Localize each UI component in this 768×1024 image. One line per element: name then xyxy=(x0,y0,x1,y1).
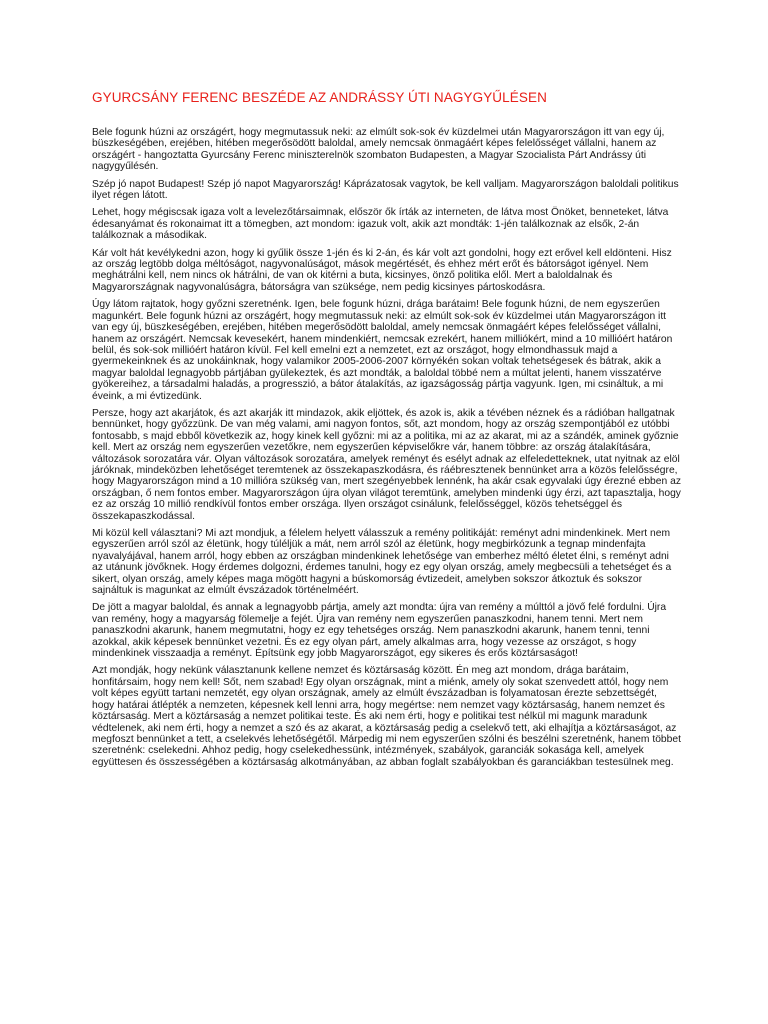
document-page xyxy=(92,90,682,774)
document-title: GYURCSÁNY FERENC BESZÉDE AZ ANDRÁSSY ÚTI NAGYGYŰLÉSEN xyxy=(92,90,547,105)
paragraph-4: Kár volt hát kevélykedni azon, hogy ki gyűlik össze 1-jén és ki 2-án, és kár volt azt gondolni, hogy ezt erővel kell eldönteni. Hisz az ország legtöbb dolga méltóságot, nagyvonalúságot, mások megértését, és ehhez mért erőt és bátorságot igényel. Nem meghátrálni kell, nem nincs ok hátrálni, de van ok kitérni a buta, kicsinyes, önző politika elől. Mert a baloldalnak és Magyarországnak nagyvonalúságra, bátorságra van szüksége, nem pedig kicsinyes pártoskodásra. xyxy=(92,247,672,293)
paragraph-5: Úgy látom rajtatok, hogy győzni szeretnénk. Igen, bele fogunk húzni, drága barátaim! Bele fogunk húzni, de nem egyszerűen magunkért. Bele fogunk húzni az országért, hogy megmutassuk neki: az elmúlt sok-sok év küzdelmei után Magyarországon itt van egy új, büszkeségében, erejében, hitében megerősödött baloldal, amely nemcsak önmagáért képes felelősséget vállalni, hanem az országért. Nemcsak kevesekért, hanem mindenkiért, nemcsak ezrekért, hanem milliókért, mind a 10 millióért határon belül, és sok-sok millióért határon kívül. Fel kell emelni ezt a nemzetet, ezt az országot, hogy elmondhassuk majd a gyermekeinknek és az unokáinknak, hogy valamikor 2005-2006-2007 környékén sokan voltak tehetségesek és bátrak, akik a magyar baloldal legnagyobb pártjában gyülekeztek, és azt mondták, a baloldal többé nem a múltat jelenti, hanem visszatérve gyökereihez, a társadalmi haladás, a progresszió, a bátor átalakítás, az igazságosság pártja vagyunk. Igen, mi csináltuk, a mi éveink, a mi évtizedünk. xyxy=(92,299,673,402)
paragraph-2: Szép jó napot Budapest! Szép jó napot Magyarország! Káprázatosak vagytok, be kell valljam. Magyarországon baloldali politikus ilyet régen látott. xyxy=(92,178,679,202)
paragraph-8: De jött a magyar baloldal, és annak a legnagyobb pártja, amely azt mondta: újra van remény a múlttól a jövő felé fordulni. Újra van remény, hogy a magyarság fölemelje a fejét. Újra van remény nem egyszerűen panaszkodni, hanem tenni. Mert nem panaszkodni akarunk, hanem megmutatni, hogy ez egy tehetséges ország. Nem panaszkodni akarunk, hanem tenni, tenni azokkal, akik képesek bennünket vezetni. És ez egy olyan párt, amely alkalmas arra, hogy vezesse az országot, s hogy mindenkinek visszaadja a reményt. Építsünk egy jobb Magyarországot, egy sikeres és erős köztársaságot! xyxy=(92,602,667,660)
paragraph-7: Mi közül kell választani? Mi azt mondjuk, a félelem helyett válasszuk a remény politikáját: reményt adni mindenkinek. Mert nem egyszerűen arról szól az életünk, hogy túléljük a mát, nem arról szól az életünk, hogy megbirkózunk a tegnap mindenfajta nyavalyájával, hanem arról, hogy ebben az országban mindenkinek lehetősége van emberhez méltó életet élni, s reményt adni az utánunk jövőknek. Hogy érdemes dolgozni, érdemes tanulni, hogy ez egy olyan ország, amely megbecsüli a tehetséget és a sikert, olyan ország, amely képes maga mögött hagyni a búskomorság évtizedeit, amelyben sokszor átkoztuk és sokszor sajnáltuk is magunkat az elmúlt évszázadok történelméért. xyxy=(92,528,672,597)
paragraph-3: Lehet, hogy mégiscsak igaza volt a levelezőtársaimnak, először ők írták az interneten, de látva most Önöket, benneteket, látva édesanyámat és rokonaimat itt a tömegben, azt mondom: igazuk volt, akik azt mondták: 1-jén találkoznak az elsők, 2-án találkoznak a másodikak. xyxy=(92,207,669,242)
paragraph-9: Azt mondják, hogy nekünk választanunk kellene nemzet és köztársaság között. Én meg azt mondom, drága barátaim, honfitársaim, hogy nem kell! Sőt, nem szabad! Egy olyan országnak, mint a miénk, amely oly sokat szenvedett attól, hogy nem volt képes együtt tartani nemzetét, egy olyan országnak, amely az elmúlt évszázadban is folyamatosan érezte sebzettségét, hogy határai átlépték a nemzeten, képesnek kell lenni arra, hogy megértse: nem nemzet vagy köztársaság, hanem nemzet és köztársaság. Mert a köztársaság a nemzet politikai teste. És aki nem érti, hogy e politikai test nélkül mi magunk maradunk védtelenek, aki nem érti, hogy a nemzet a szó és az akarat, a köztársaság pedig a cselekvő tett, aki elhajítja a köztársaságot, az megfoszt bennünket a tett, a cselekvés lehetőségétől. Márpedig mi nem egyszerűen szólni és beszélni szeretnénk, hanem többet szeretnénk: cselekedni. Ahhoz pedig, hogy cselekedhessünk, intézmények, szabályok, garanciák sokasága kell, amelyek együttesen és összességében a köztársaság alkotmányában, az abban foglalt szabályokban és garanciákban testesülnek meg. xyxy=(92,665,681,768)
paragraph-6: Persze, hogy azt akarjátok, és azt akarják itt mindazok, akik eljöttek, és azok is, akik a tévében néznek és a rádióban hallgatnak bennünket, hogy győzzünk. De van még valami, ami nagyon fontos, sőt, azt mondom, hogy az ország szempontjából ez utóbbi fontosabb, s majd ebből következik az, hogy kinek kell győzni: mi az a politika, mi az az akarat, mi az a szándék, aminek győznie kell. Mert az ország nem egyszerűen vezetőkre, nem egyszerűen képviselőkre vár, hanem többre: az ország átalakítására, változások sorozatára vár. Olyan változások sorozatára, amelyek reményt és esélyt adnak az elfeledetteknek, utat nyitnak az elöl járóknak, mindeközben lehetőséget teremtenek az összekapaszkodásra, és ráébresztenek bennünket arra a közös felelősségre, hogy Magyarországon mind a 10 millióra szükség van, mert szegényebbek lennénk, ha akár csak egyvalaki úgy érezné ebben az országban, ő nem fontos ember. Magyarországon újra olyan világot teremtünk, amelyben mindenki úgy érzi, azt tapasztalja, hogy ez az ország 10 millió rendkívül fontos ember országa. Ilyen országot csinálunk, felelősséggel, közös tehetséggel és összekapaszkodással. xyxy=(92,407,681,522)
paragraph-1: Bele fogunk húzni az országért, hogy megmutassuk neki: az elmúlt sok-sok év küzdelmei után Magyarországon itt van egy új, büszkeségében, erejében, hitében megerősödött baloldal, amely nemcsak önmagáért képes felelősséget vállalni, hanem az országért - hangoztatta Gyurcsány Ferenc miniszterelnök szombaton Budapesten, a Magyar Szocialista Párt Andrássy úti nagygyűlésén. xyxy=(92,127,665,173)
